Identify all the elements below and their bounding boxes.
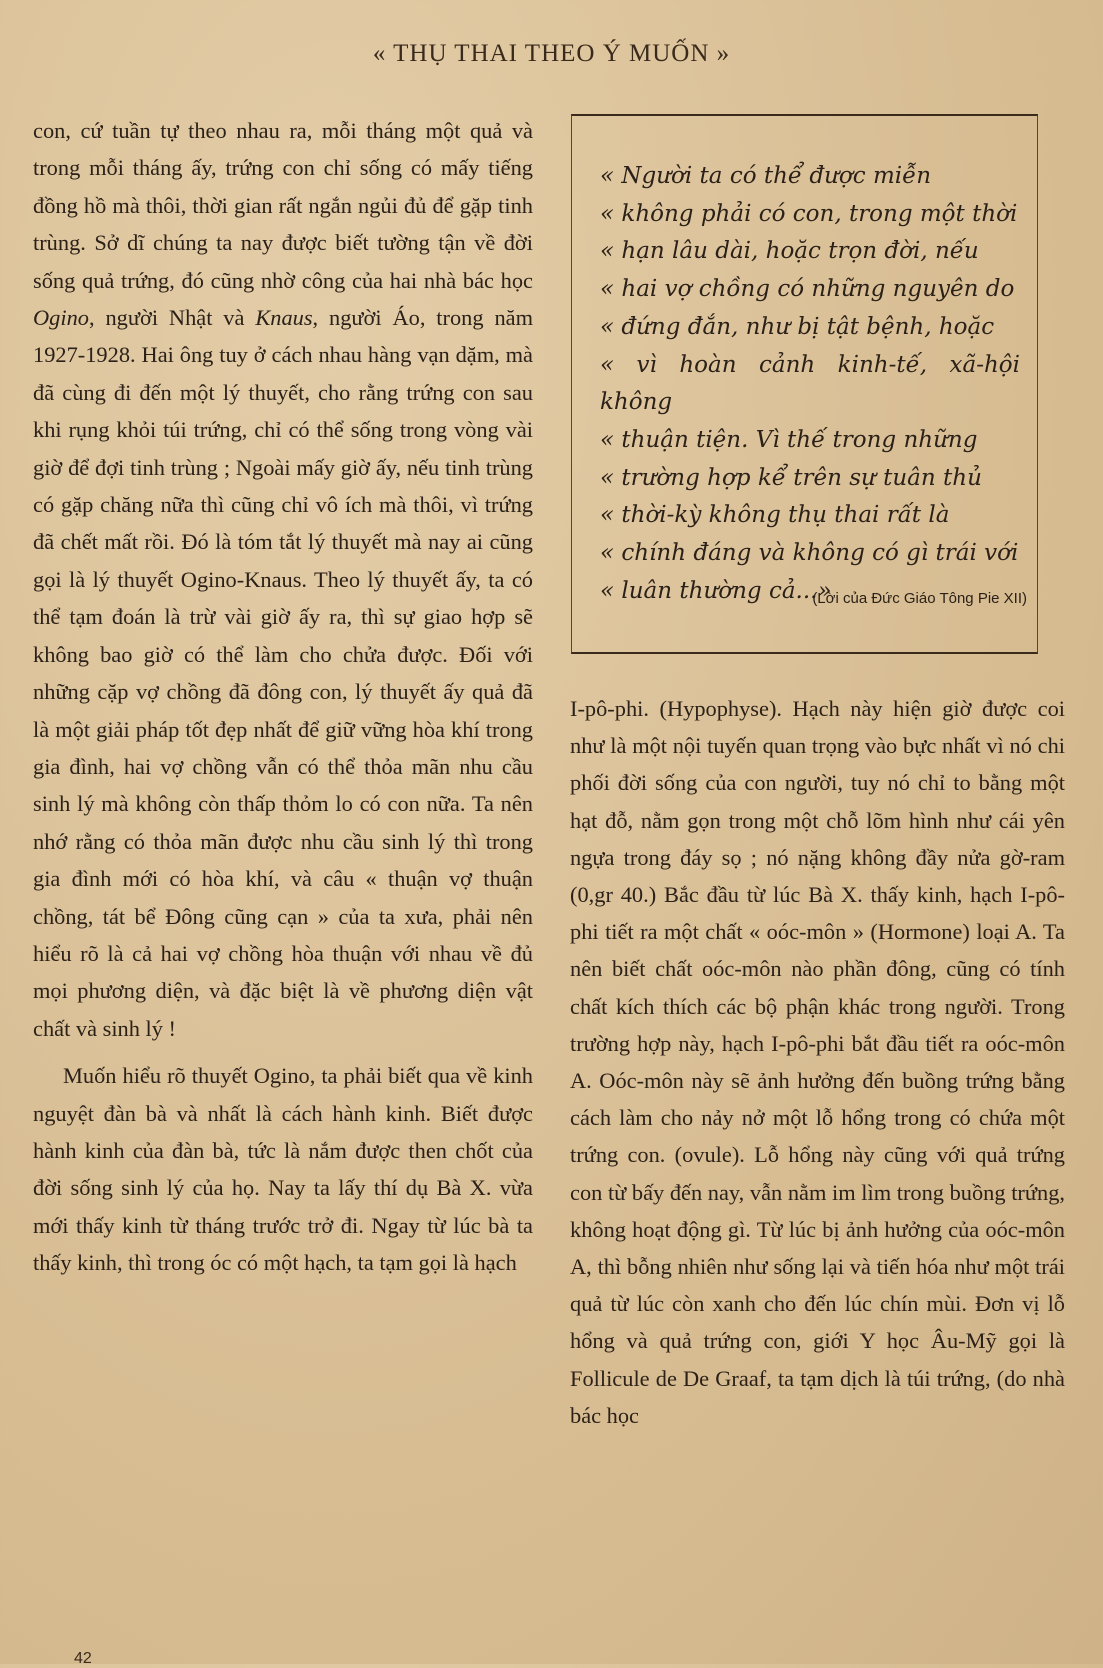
left-text-column [33, 112, 533, 1282]
quote-line: « đứng đắn, như bị tật bệnh, hoặc [600, 313, 995, 340]
paragraph-1 [33, 112, 533, 1047]
right-text-column [570, 690, 1065, 1434]
quote-line: « thuận tiện. Vì thế trong những [600, 426, 978, 453]
quote-source: (Lời của Đức Giáo Tông Pie XII) [812, 590, 1027, 607]
quote-line: « thời-kỳ không thụ thai rất là [600, 502, 950, 529]
paragraph-1-part-c: , người Áo, trong năm 1927-1928. Hai ông tuy ở cách nhau hàng vạn dặm, mà đã cùng đi đến một lý thuyết, cho rằng trứng con sau khi rụng khỏi túi trứng, chỉ có thể sống trong vòng vài giờ để đợi tinh trùng ; Ngoài mấy giờ ấy, nếu tinh trùng có gặp chăng nữa thì cũng chỉ vô ích mà thôi, vì trứng đã chết mất rồi. Đó là tóm tắt lý thuyết mà nay ai cũng gọi là lý thuyết Ogino-Knaus. Theo lý thuyết ấy, ta có thể tạm đoán là trừ vài giờ ấy ra, thì sự giao hợp sẽ không bao giờ có thể làm cho chửa được. Đối với những cặp vợ chồng đã đông con, lý thuyết ấy quả đã là một giải pháp tốt đẹp nhất để giữ vững hòa khí trong gia đình, hai vợ chồng vẫn có thể thỏa mãn nhu cầu sinh lý mà không còn thấp thỏm lo có con nữa. Ta nên nhớ rằng có thỏa mãn được nhu cầu sinh lý thì trong gia đình mới có hòa khí, và câu « thuận vợ thuận chồng, tát bể Đông cũng cạn » của ta xưa, phải nên hiểu rõ là cả hai vợ chồng hòa thuận với nhau về đủ mọi phương diện, và đặc biệt là về phương diện vật chất và sinh lý ! [33, 305, 533, 1041]
quote-text [600, 158, 1020, 610]
quote-line: « chính đáng và không có gì trái với [600, 540, 1019, 567]
quote-line: « trường hợp kể trên sự tuân thủ [600, 464, 982, 491]
quote-line: « hai vợ chồng có những nguyên do [600, 276, 1015, 303]
quote-line: « không phải có con, trong một thời [600, 200, 1018, 227]
paragraph-1-part-a: con, cứ tuần tự theo nhau ra, mỗi tháng một quả và trong mỗi tháng ấy, trứng con chỉ sống có mấy tiếng đồng hồ mà thôi, thời gian rất ngắn ngủi đủ để gặp tinh trùng. Sở dĩ chúng ta nay được biết tường tận về đời sống quả trứng, đó cũng nhờ công của hai nhà bác học [33, 118, 533, 293]
quote-line: « hạn lâu dài, hoặc trọn đời, nếu [600, 238, 979, 265]
quote-line: « vì hoàn cảnh kinh-tế, xã-hội không [600, 351, 1020, 416]
quote-line: « luân thường cả...» [600, 577, 832, 604]
page-header-title: « THỤ THAI THEO Ý MUỐN » [372, 40, 731, 67]
name-knaus: Knaus [255, 305, 313, 331]
right-paragraph: I-pô-phi. (Hypophyse). Hạch này hiện giờ được coi như là một nội tuyến quan trọng vào bực nhất vì nó chi phối đời sống của con người, tuy nó chỉ to bằng một hạt đỗ, nằm gọn trong một chỗ lõm hình như cái yên ngựa trong đáy sọ ; nó nặng không đầy nửa gờ-ram (0,gr 40.) Bắc đầu từ lúc Bà X. thấy kinh, hạch I-pô-phi tiết ra một chất « oóc-môn » (Hormone) loại A. Ta nên biết chất oóc-môn nào phần đông, cũng có tính chất kích thích các bộ phận khác trong người. Trong trường hợp này, hạch I-pô-phi bắt đầu tiết ra oóc-môn A. Oóc-môn này sẽ ảnh hưởng đến buồng trứng bằng cách làm cho nảy nở một lỗ hổng trong có chứa một trứng con. (ovule). Lỗ hổng này cũng với quả trứng con từ bấy đến nay, vẫn nằm im lìm trong buồng trứng, không hoạt động gì. Từ lúc bị ảnh hưởng của oóc-môn A, thì bỗng nhiên như sống lại và tiến hóa như một trái quả từ lúc còn xanh cho đến lúc chín mùi. Đơn vị lỗ hổng và quả trứng con, giới Y học Âu-Mỹ gọi là Follicule de De Graaf, ta tạm dịch là túi trứng, (do nhà bác học [570, 696, 1065, 1428]
name-ogino: Ogino [33, 305, 89, 331]
paragraph-1-part-b: , người Nhật và [88, 305, 256, 331]
paragraph-2: Muốn hiểu rõ thuyết Ogino, ta phải biết qua về kinh nguyệt đàn bà và nhất là cách hành kinh. Biết được hành kinh của đàn bà, tức là nắm được then chốt của đời sống sinh lý của họ. Nay ta lấy thí dụ Bà X. vừa mới thấy kinh từ tháng trước trở đi. Ngay từ lúc bà ta thấy kinh, thì trong óc có một hạch, ta tạm gọi là hạch [33, 1063, 533, 1276]
quote-box [571, 114, 1038, 654]
page-number: 42 [74, 1650, 92, 1667]
quote-line: « Người ta có thể được miễn [600, 163, 932, 189]
